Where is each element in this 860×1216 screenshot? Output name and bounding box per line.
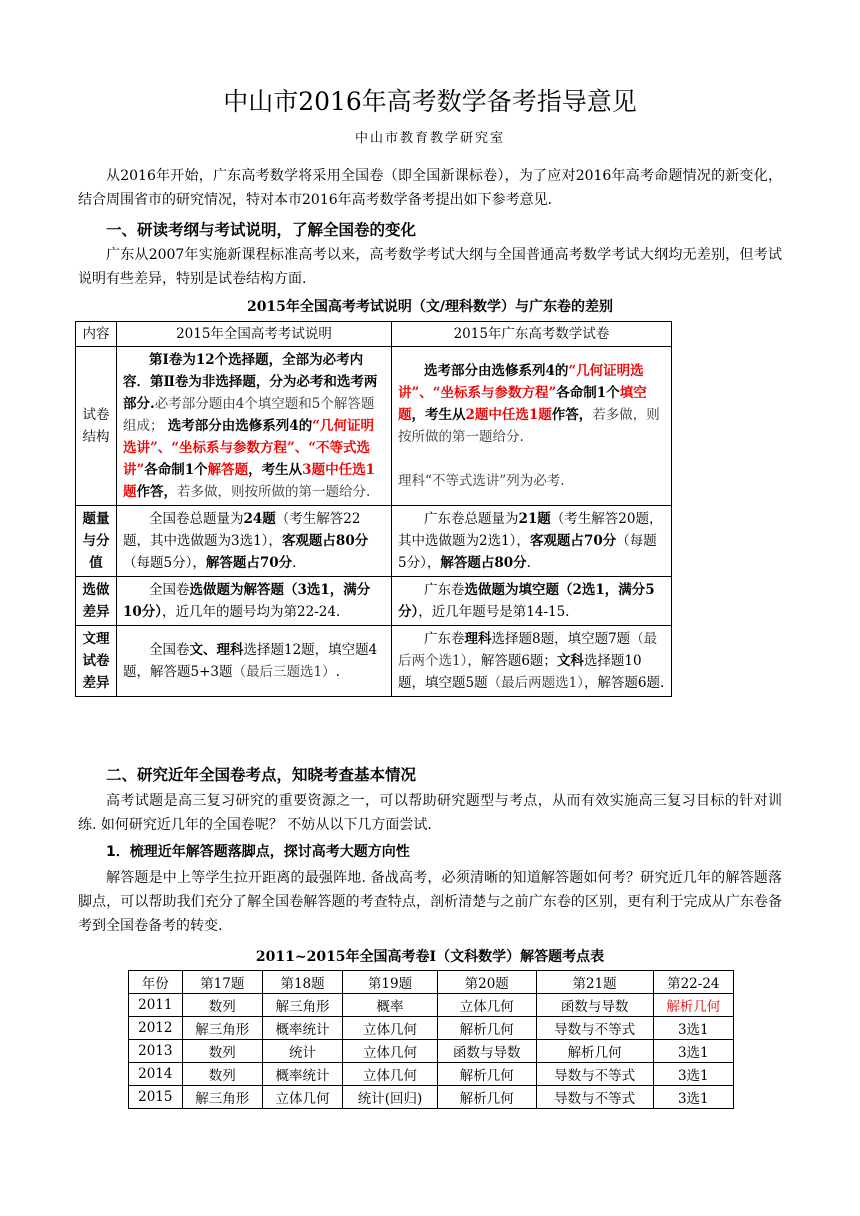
- header-guangdong: 2015年广东高考数学试卷: [392, 322, 672, 347]
- column-header: 第18题: [262, 971, 342, 994]
- table-cell: 2013: [129, 1040, 183, 1063]
- column-header: 第20题: [437, 971, 536, 994]
- table-cell: 2014: [129, 1063, 183, 1086]
- intro-paragraph: 从2016年开始，广东高考数学将采用全国卷（即全国新课标卷），为了应对2016年高考命题情况的新变化，结合周围省市的研究情况，特对本市2016年高考数学备考提出如下参考意见.: [78, 168, 782, 208]
- table-cell: 数列: [182, 1040, 262, 1063]
- section2-heading: 二、研究近年全国卷考点，知晓考查基本情况: [106, 766, 417, 784]
- table-cell: 3选1: [653, 1063, 733, 1086]
- table-cell: 解三角形: [182, 1017, 262, 1040]
- row-label-structure: 试卷结构: [76, 347, 117, 506]
- table-row: [76, 626, 672, 697]
- table-cell: 2011: [129, 994, 183, 1017]
- table-cell: 2012: [129, 1017, 183, 1040]
- table-cell: 概率统计: [262, 1017, 342, 1040]
- table-cell: 解析几何: [437, 1063, 536, 1086]
- column-header: 第22-24: [653, 971, 733, 994]
- table-row: [76, 577, 672, 626]
- section1-paragraph: 广东从2007年实施新课程标准高考以来，高考数学考试大纲与全国普通高考数学考试大纲均无差别，但考试说明有些差异，特别是试卷结构方面.: [78, 247, 782, 287]
- guangdong-structure-cell: 选考部分由选修系列4的“几何证明选讲”、“坐标系与参数方程”各命制1个填空题，考生从2题中任选1题作答，若多做，则按所做的第一题给分. 理科“不等式选讲”列为必考.: [392, 347, 672, 506]
- section2-paragraph: 高考试题是高三复习研究的重要资源之一，可以帮助研究题型与考点，从而有效实施高三复习目标的针对训练. 如何研究近几年的全国卷呢？ 不妨从以下几方面尝试.: [78, 793, 782, 833]
- table-cell: 解三角形: [262, 994, 342, 1017]
- sub-heading: 1．梳理近年解答题落脚点，探讨高考大题方向性: [106, 844, 410, 860]
- table-row: [129, 1063, 734, 1086]
- table-header-row: [129, 971, 734, 994]
- table-cell: 立体几何: [437, 994, 536, 1017]
- table-cell: 3选1: [653, 1017, 733, 1040]
- table-row: [76, 506, 672, 577]
- header-national: 2015年全国高考考试说明: [117, 322, 392, 347]
- table-cell: 导数与不等式: [536, 1017, 653, 1040]
- table-cell: 立体几何: [343, 1040, 438, 1063]
- table-header-row: [76, 322, 672, 347]
- table1-caption: 2015年全国高考考试说明（文/理科数学）与广东卷的差别: [246, 299, 614, 315]
- doc-subtitle: 中山市教育教学研究室: [354, 131, 505, 146]
- national-arts-science-cell: 全国卷文、理科选择题12题，填空题4题，解答题5+3题（最后三题选1）.: [117, 626, 392, 697]
- topics-table: [128, 970, 734, 1109]
- table-row: [76, 347, 672, 506]
- guangdong-arts-science-cell: 广东卷理科选择题8题，填空题7题（最后两个选1），解答题6题；文科选择题10题，填空题5题（最后两题选1），解答题6题.: [392, 626, 672, 697]
- table-cell: 函数与导数: [536, 994, 653, 1017]
- table-cell: 2015: [129, 1086, 183, 1109]
- table-cell: 统计(回归): [343, 1086, 438, 1109]
- table-cell: 概率: [343, 994, 438, 1017]
- guangdong-quantity-cell: 广东卷总题量为21题（考生解答20题，其中选做题为2选1），客观题占70分（每题5分），解答题占80分.: [392, 506, 672, 577]
- table-cell: 解析几何: [437, 1086, 536, 1109]
- table-cell: 解三角形: [182, 1086, 262, 1109]
- table-cell: 解析几何: [437, 1017, 536, 1040]
- national-elective-cell: 全国卷选做题为解答题（3选1，满分10分），近几年的题号均为第22-24.: [117, 577, 392, 626]
- table-cell: 数列: [182, 1063, 262, 1086]
- table-cell: 立体几何: [343, 1063, 438, 1086]
- table-cell: 立体几何: [262, 1086, 342, 1109]
- table2-caption: 2011~2015年全国高考卷Ⅰ（文科数学）解答题考点表: [255, 949, 605, 965]
- table-cell: 数列: [182, 994, 262, 1017]
- table-cell: 立体几何: [343, 1017, 438, 1040]
- table-cell: 导数与不等式: [536, 1063, 653, 1086]
- row-label-quantity: 题量与分值: [76, 506, 117, 577]
- table-row: [129, 994, 734, 1017]
- table-cell: 统计: [262, 1040, 342, 1063]
- column-header: 第21题: [536, 971, 653, 994]
- table-cell: 解析几何: [653, 994, 733, 1017]
- table-cell: 3选1: [653, 1086, 733, 1109]
- table-row: [129, 1017, 734, 1040]
- header-content: 内容: [76, 322, 117, 347]
- column-header: 第17题: [182, 971, 262, 994]
- column-header: 年份: [129, 971, 183, 994]
- table-cell: 解析几何: [536, 1040, 653, 1063]
- guangdong-elective-cell: 广东卷选做题为填空题（2选1，满分5分），近几年题号是第14-15.: [392, 577, 672, 626]
- section1-heading: 一、研读考纲与考试说明，了解全国卷的变化: [106, 221, 417, 239]
- national-structure-cell: 第Ⅰ卷为12个选择题，全部为必考内容．第Ⅱ卷为非选择题，分为必考和选考两部分.必考部分题由4个填空题和5个解答题组成； 选考部分由选修系列4的“几何证明选讲”、“坐标系与参数方程”、“不等式选讲”各命制1个解答题，考生从3题中任选1题作答，若多做，则按所做的第一题给分.: [117, 347, 392, 506]
- comparison-table: [75, 321, 672, 697]
- national-quantity-cell: 全国卷总题量为24题（考生解答22题，其中选做题为3选1），客观题占80分（每题5分），解答题占70分.: [117, 506, 392, 577]
- table-row: [129, 1040, 734, 1063]
- table-cell: 概率统计: [262, 1063, 342, 1086]
- doc-title: 中山市2016年高考数学备考指导意见: [223, 87, 637, 116]
- column-header: 第19题: [343, 971, 438, 994]
- table-cell: 函数与导数: [437, 1040, 536, 1063]
- row-label-elective: 选做差异: [76, 577, 117, 626]
- table-row: [129, 1086, 734, 1109]
- table-cell: 3选1: [653, 1040, 733, 1063]
- row-label-arts-science: 文理试卷差异: [76, 626, 117, 697]
- sub-paragraph: 解答题是中上等学生拉开距离的最强阵地. 备战高考，必须清晰的知道解答题如何考？研究近几年的解答题落脚点，可以帮助我们充分了解全国卷解答题的考查特点，剖析清楚与之前广东卷的区别，更有利于完成从广东卷备考到全国卷备考的转变.: [78, 870, 782, 934]
- table-cell: 导数与不等式: [536, 1086, 653, 1109]
